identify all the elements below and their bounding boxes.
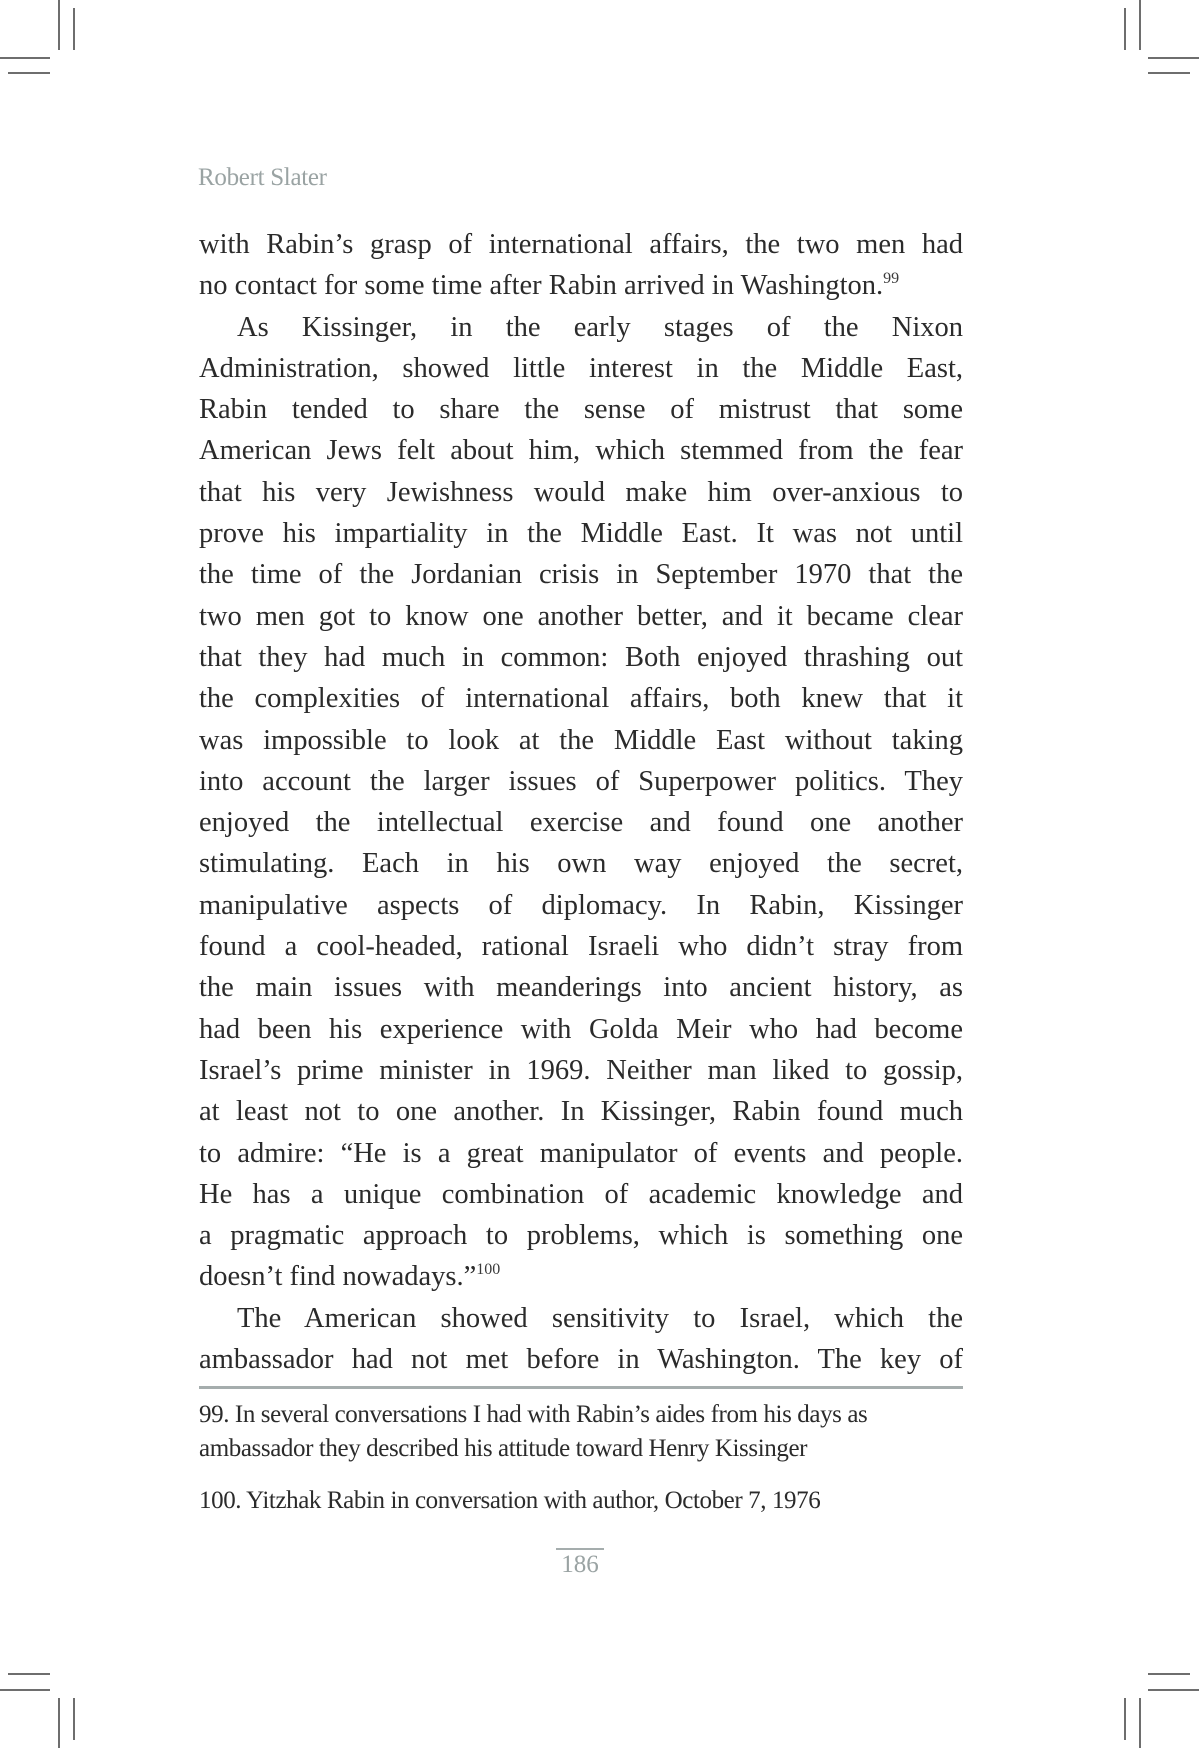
- footnote-99: 99. In several conversations I had with Rabin’s aides from his days as ambassador they described his attitude toward Henry Kissinger: [199, 1401, 868, 1462]
- body-line: [199, 926, 963, 967]
- body-line-text: manipulative aspects of diplomacy. In Rabin, Kissinger: [199, 889, 963, 921]
- body-line-text: into account the larger issues of Superpower politics. They: [199, 765, 963, 797]
- running-head: Robert Slater: [198, 164, 327, 191]
- body-line: [199, 389, 963, 430]
- body-line: [199, 472, 963, 513]
- body-line: [199, 678, 963, 719]
- body-line: [199, 265, 963, 306]
- crop-mark: [1124, 8, 1126, 50]
- body-line-text: that they had much in common: Both enjoyed thrashing out: [199, 641, 963, 673]
- body-line: [199, 802, 963, 843]
- body-line: [199, 637, 963, 678]
- footnotes: [199, 1398, 969, 1518]
- body-line: [199, 1215, 963, 1256]
- body-line-text: doesn’t find nowadays.”: [199, 1261, 477, 1293]
- body-line: [199, 1009, 963, 1050]
- body-line-text: no contact for some time after Rabin arrived in Washington.: [199, 270, 884, 302]
- body-line: [199, 1256, 963, 1297]
- body-line-text: a pragmatic approach to problems, which is something one: [199, 1220, 963, 1252]
- body-line: [199, 967, 963, 1008]
- body-line: [199, 885, 963, 926]
- body-line-text: the main issues with meanderings into ancient history, as: [199, 972, 963, 1004]
- body-text: [199, 224, 963, 1380]
- body-line: [199, 843, 963, 884]
- body-line-text: two men got to know one another better, and it became clear: [199, 600, 963, 632]
- body-line-text: Rabin tended to share the sense of mistrust that some: [199, 394, 963, 426]
- crop-mark: [1148, 1673, 1190, 1675]
- footnote-100: 100. Yitzhak Rabin in conversation with author, October 7, 1976: [199, 1487, 821, 1514]
- body-line: [199, 1091, 963, 1132]
- body-line-text: prove his impartiality in the Middle East. It was not until: [199, 518, 963, 550]
- body-line: [199, 1174, 963, 1215]
- crop-mark: [58, 0, 60, 50]
- footnote-rule: [199, 1386, 963, 1389]
- crop-mark: [1124, 1698, 1126, 1740]
- body-line: [199, 554, 963, 595]
- crop-mark: [1148, 72, 1190, 74]
- body-line: [199, 761, 963, 802]
- body-line-text: at least not to one another. In Kissinger, Rabin found much: [199, 1096, 963, 1128]
- body-line-text: the time of the Jordanian crisis in September 1970 that the: [199, 559, 963, 591]
- body-line-text: stimulating. Each in his own way enjoyed the secret,: [199, 848, 963, 880]
- crop-mark: [73, 8, 75, 50]
- body-line: [199, 224, 963, 265]
- crop-mark: [1148, 57, 1199, 59]
- body-line-text: As Kissinger, in the early stages of the Nixon: [237, 311, 963, 343]
- body-line-text: to admire: “He is a great manipulator of events and people.: [199, 1137, 963, 1169]
- body-line-text: ambassador had not met before in Washington. The key of: [199, 1344, 963, 1376]
- body-line: [199, 430, 963, 471]
- crop-mark: [1139, 0, 1141, 50]
- body-line: [199, 1339, 963, 1380]
- body-line-text: Israel’s prime minister in 1969. Neither man liked to gossip,: [199, 1054, 963, 1086]
- body-line-text: found a cool-headed, rational Israeli who didn’t stray from: [199, 931, 963, 963]
- crop-mark: [8, 72, 50, 74]
- body-line-text: enjoyed the intellectual exercise and found one another: [199, 807, 963, 839]
- crop-mark: [8, 1673, 50, 1675]
- crop-mark: [58, 1698, 60, 1748]
- body-line: [199, 348, 963, 389]
- footnote-reference[interactable]: 100: [476, 1261, 501, 1279]
- crop-mark: [0, 1689, 50, 1691]
- crop-mark: [0, 57, 50, 59]
- body-line-text: with Rabin’s grasp of international affairs, the two men had: [199, 229, 963, 260]
- body-line: [199, 1298, 963, 1339]
- page-number: [556, 1548, 604, 1580]
- crop-mark: [1148, 1689, 1199, 1691]
- body-line-text: The American showed sensitivity to Israel, which the: [237, 1302, 963, 1334]
- body-line-text: American Jews felt about him, which stemmed from the fear: [199, 435, 963, 467]
- body-line-text: that his very Jewishness would make him over-anxious to: [199, 476, 963, 508]
- body-line-text: He has a unique combination of academic knowledge and: [199, 1178, 963, 1210]
- body-line-text: was impossible to look at the Middle East without taking: [199, 724, 963, 756]
- body-line: [199, 307, 963, 348]
- body-line-text: Administration, showed little interest in the Middle East,: [199, 352, 963, 384]
- body-line: [199, 513, 963, 554]
- body-line: [199, 1133, 963, 1174]
- crop-mark: [73, 1698, 75, 1740]
- body-line: [199, 1050, 963, 1091]
- crop-mark: [1139, 1698, 1141, 1748]
- page-number-text: 186: [561, 1551, 599, 1578]
- body-line-text: the complexities of international affairs, both knew that it: [199, 683, 963, 715]
- body-line: [199, 596, 963, 637]
- body-line: [199, 720, 963, 761]
- body-line-text: had been his experience with Golda Meir who had become: [199, 1013, 963, 1045]
- footnote-reference[interactable]: 99: [883, 270, 900, 288]
